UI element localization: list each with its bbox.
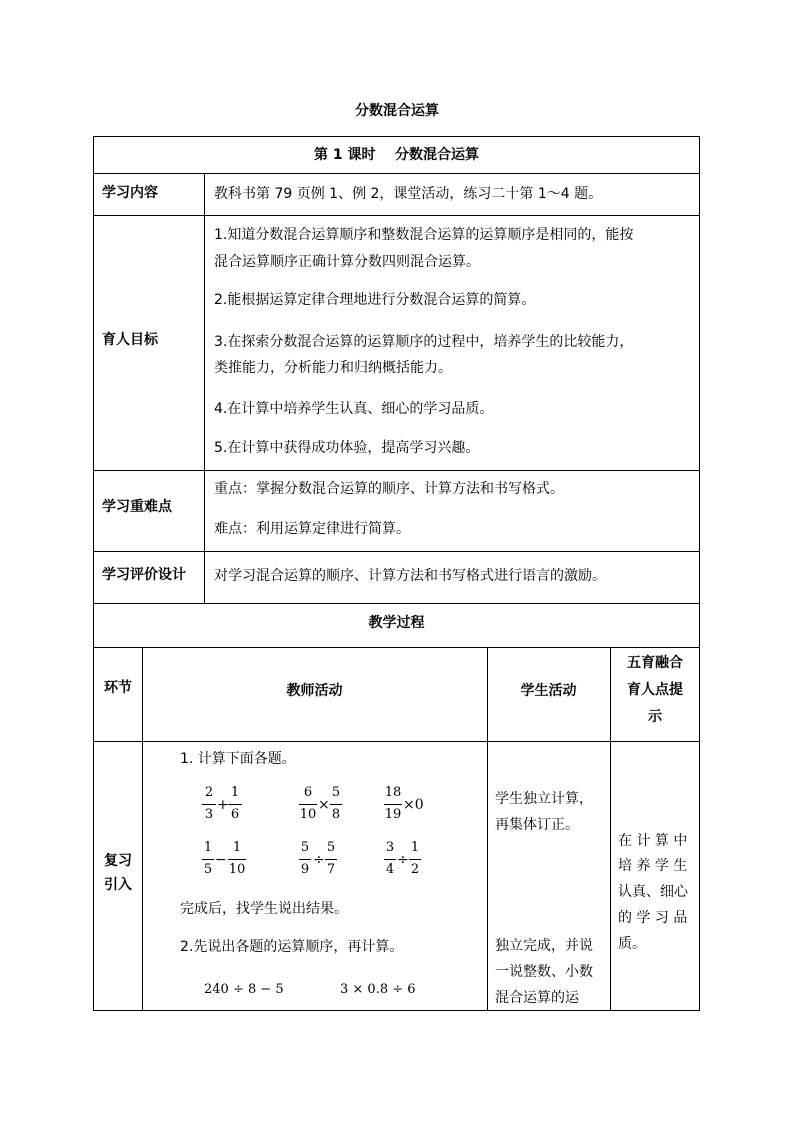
five-header-line: 示 [648, 709, 662, 725]
fraction [330, 785, 342, 825]
row-divider [94, 173, 699, 174]
fraction-numerator: 6 [303, 785, 313, 800]
student-activity-line: 再集体订正。 [495, 817, 579, 833]
teacher-after-text: 完成后，找学生说出结果。 [180, 901, 348, 917]
fraction-denominator: 5 [203, 862, 213, 877]
fraction-denominator: 19 [384, 807, 402, 822]
fraction-denominator: 4 [385, 862, 395, 877]
operator: − [215, 852, 227, 868]
student-activity-line: 独立完成，并说 [495, 938, 593, 954]
student-activity-line: 学生独立计算， [495, 791, 593, 807]
fraction-numerator: 1 [230, 785, 240, 800]
student-activity-line: 一说整数、小数 [495, 964, 593, 980]
fraction-bar [202, 804, 216, 805]
fraction-bar [299, 804, 317, 805]
fraction-denominator: 3 [204, 807, 214, 822]
fraction [202, 840, 214, 880]
goal-line: 4.在计算中培养学生认真、细心的学习品质。 [214, 401, 494, 417]
fraction-bar [299, 859, 311, 860]
five-header-line: 育人点提 [627, 682, 683, 698]
fraction-denominator: 10 [228, 862, 246, 877]
five-header-line: 五育融合 [627, 655, 683, 671]
fraction-denominator: 8 [331, 807, 341, 822]
fraction [409, 840, 421, 880]
fraction-numerator: 1 [410, 840, 420, 855]
row-divider [94, 603, 699, 604]
goal-line: 3.在探索分数混合运算的运算顺序的过程中，培养学生的比较能力， [214, 334, 634, 350]
fraction-denominator: 6 [230, 807, 240, 822]
content-text: 教科书第 79 页例 1、例 2，课堂活动，练习二十第 1～4 题。 [214, 186, 603, 202]
row-divider [94, 741, 699, 742]
goal-line: 2.能根据运算定律合理地进行分数混合运算的简算。 [214, 292, 536, 308]
fraction-numerator: 2 [204, 785, 214, 800]
teacher-question-2: 2.先说出各题的运算顺序，再计算。 [180, 939, 404, 955]
fraction-numerator: 5 [326, 840, 336, 855]
fraction-numerator: 3 [385, 840, 395, 855]
fraction-bar [409, 859, 421, 860]
evaluation-text: 对学习混合运算的顺序、计算方法和书写格式进行语言的激励。 [214, 568, 606, 584]
fraction [202, 785, 216, 825]
fraction-bar [325, 859, 337, 860]
keypoint-line: 难点：利用运算定律进行简算。 [214, 521, 410, 537]
student-activity-line: 混合运算的运 [495, 990, 579, 1006]
stage-name: 复习 [104, 853, 132, 869]
content-label: 学习内容 [102, 185, 158, 201]
five-education-line: 质。 [618, 936, 646, 952]
column-divider [142, 647, 143, 1010]
goal-line: 类推能力，分析能力和归纳概括能力。 [214, 360, 452, 376]
student-header: 学生活动 [520, 683, 577, 699]
goal-line: 混合运算顺序正确计算分数四则混合运算。 [214, 254, 480, 270]
goal-line: 1.知道分数混合运算顺序和整数混合运算的运算顺序是相同的，能按 [214, 227, 634, 243]
operator: × [318, 797, 330, 813]
fraction-numerator: 18 [384, 785, 402, 800]
fraction [299, 785, 317, 825]
five-education-line: 在 计 算 中 [618, 833, 688, 849]
row-divider [94, 215, 699, 216]
fraction-bar [202, 859, 214, 860]
stage-header: 环节 [104, 680, 132, 696]
goal-line: 5.在计算中获得成功体验，提高学习兴趣。 [214, 440, 480, 456]
fraction [325, 840, 337, 880]
fraction-bar [228, 859, 246, 860]
lesson-plan-table [93, 136, 700, 1011]
fraction [228, 785, 242, 825]
fraction [299, 840, 311, 880]
fraction [384, 840, 396, 880]
keypoint-line: 重点：掌握分数混合运算的顺序、计算方法和书写格式。 [214, 481, 564, 497]
fraction-numerator: 1 [232, 840, 242, 855]
fraction-bar [330, 804, 342, 805]
fraction-numerator: 5 [331, 785, 341, 800]
goals-label: 育人目标 [102, 332, 158, 348]
teacher-header: 教师活动 [286, 683, 343, 699]
five-education-line: 的 学 习 品 [618, 910, 688, 926]
expression: 3 × 0.8 ÷ 6 [340, 982, 416, 997]
teacher-question-1: 1. 计算下面各题。 [180, 751, 296, 767]
row-divider [94, 647, 699, 648]
fraction-denominator: 10 [299, 807, 317, 822]
fraction-denominator: 7 [326, 862, 336, 877]
evaluation-label: 学习评价设计 [102, 567, 186, 583]
expression: 240 ÷ 8 − 5 [204, 982, 284, 997]
stage-name: 引入 [104, 877, 132, 893]
fraction [228, 840, 246, 880]
fraction-denominator: 2 [410, 862, 420, 877]
operator: + [217, 797, 229, 813]
operator: ÷ [313, 852, 325, 868]
fraction-numerator: 1 [203, 840, 213, 855]
operator: ÷ [397, 852, 409, 868]
fraction-denominator: 9 [300, 862, 310, 877]
fraction-bar [384, 859, 396, 860]
fraction-numerator: 5 [300, 840, 310, 855]
operator: ×0 [403, 797, 424, 813]
fraction-bar [228, 804, 242, 805]
keypoints-label: 学习重难点 [102, 499, 172, 515]
column-divider [610, 647, 611, 1010]
process-title: 教学过程 [368, 615, 425, 631]
row-divider [94, 551, 699, 552]
lesson-header: 第 1 课时 分数混合运算 [314, 147, 479, 163]
document-title: 分数混合运算 [355, 103, 439, 119]
column-divider [204, 173, 205, 603]
five-education-line: 认真、细心 [618, 884, 688, 900]
fraction-bar [384, 804, 402, 805]
fraction [384, 785, 402, 825]
row-divider [94, 470, 699, 471]
column-divider [487, 647, 488, 1010]
five-education-line: 培 养 学 生 [618, 858, 688, 874]
